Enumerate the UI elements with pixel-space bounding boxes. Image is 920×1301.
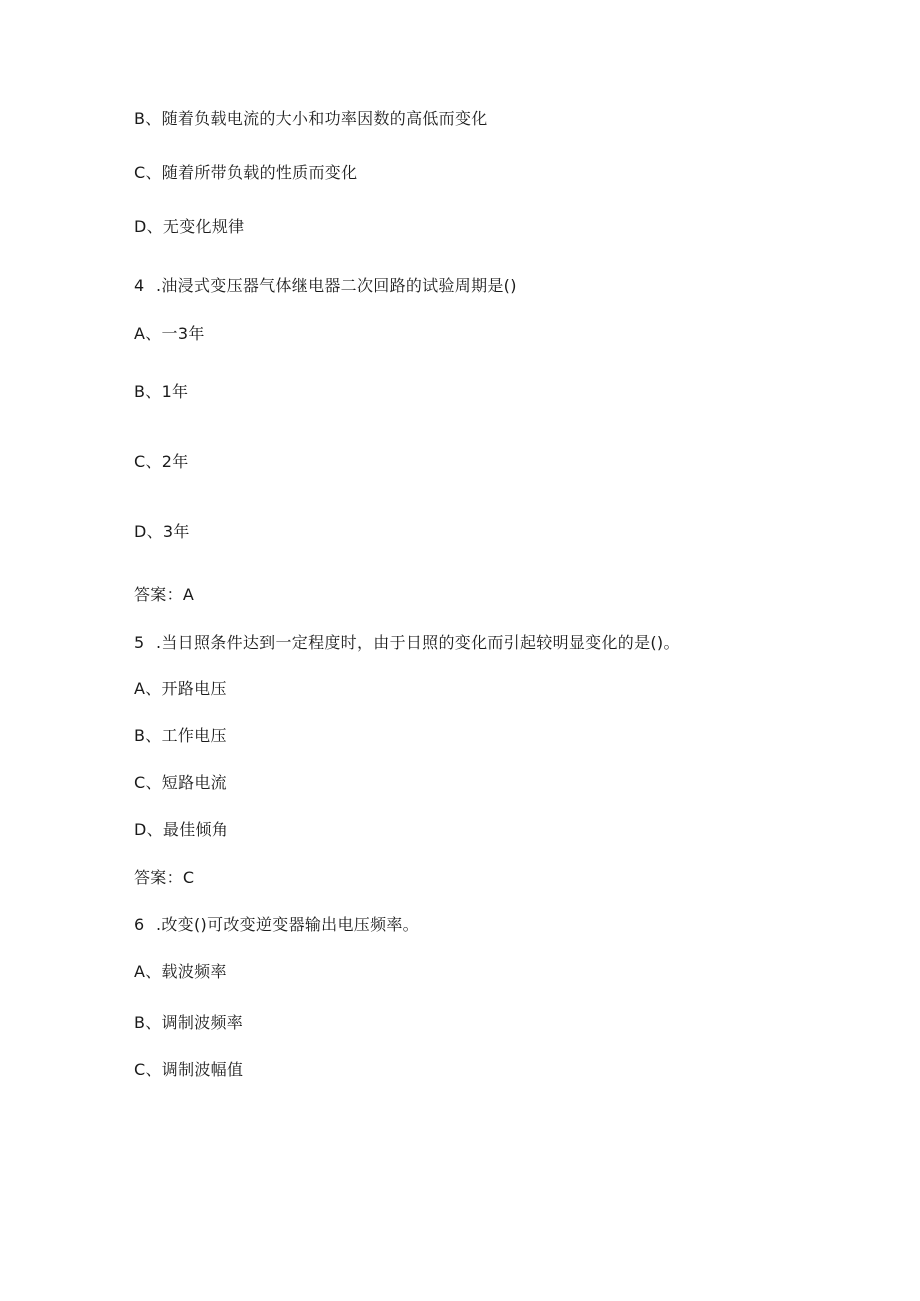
q6-option-a: A、载波频率: [134, 962, 227, 981]
q6-question: [134, 915, 419, 935]
q3-option-b: B、随着负载电流的大小和功率因数的高低而变化: [134, 109, 488, 128]
q4-option-d: D、3年: [134, 522, 190, 541]
q5-option-c: C、短路电流: [134, 773, 227, 792]
q4-answer: 答案：A: [134, 585, 195, 604]
q6-option-c: C、调制波幅值: [134, 1060, 244, 1079]
q4-option-a: A、一3年: [134, 324, 205, 343]
q5-question: [134, 633, 680, 653]
q3-option-d: D、无变化规律: [134, 217, 245, 236]
q4-option-c: C、2年: [134, 452, 189, 471]
q5-option-b: B、工作电压: [134, 726, 227, 745]
q6-number: 6: [134, 915, 145, 934]
q5-number: 5: [134, 633, 145, 652]
q5-option-d: D、最佳倾角: [134, 820, 229, 839]
q4-option-b: B、1年: [134, 382, 189, 401]
q3-option-c: C、随着所带负载的性质而变化: [134, 163, 358, 182]
q4-text: .油浸式变压器气体继电器二次回路的试验周期是(): [156, 276, 517, 295]
q6-option-b: B、调制波频率: [134, 1013, 244, 1032]
q4-number: 4: [134, 276, 145, 295]
q5-option-a: A、开路电压: [134, 679, 227, 698]
q6-text: .改变()可改变逆变器输出电压频率。: [156, 915, 419, 934]
q5-answer: 答案：C: [134, 868, 195, 887]
q4-question: [134, 276, 517, 296]
q5-text: .当日照条件达到一定程度时，由于日照的变化而引起较明显变化的是()。: [156, 633, 680, 652]
